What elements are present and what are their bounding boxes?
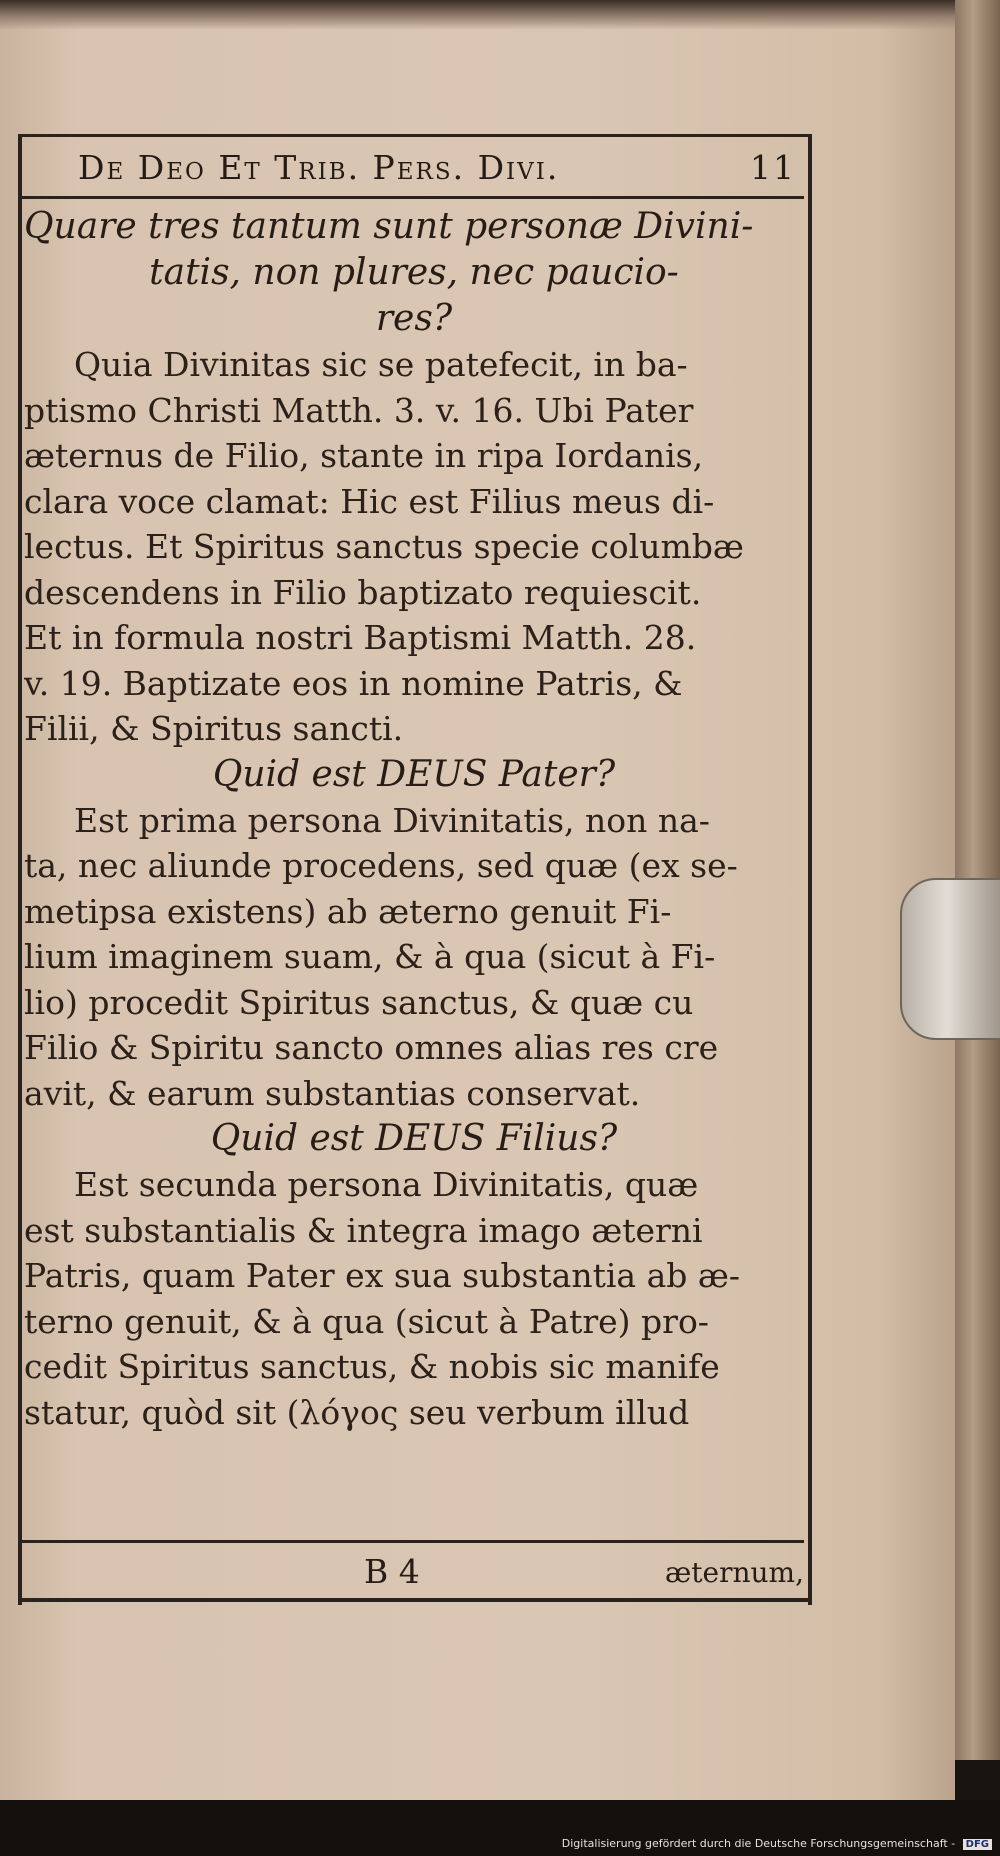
paragraph-line: lio) procedit Spiritus sanctus, & quæ cu bbox=[24, 982, 694, 1022]
paragraph-line: est substantialis & integra imago æterni bbox=[24, 1210, 703, 1250]
scan-bottom-band bbox=[0, 1800, 1000, 1856]
digitization-credit bbox=[562, 1837, 992, 1850]
dfg-logo: DFG bbox=[963, 1839, 992, 1850]
paragraph-line: Filio & Spiritu sancto omnes alias res cre bbox=[24, 1028, 719, 1067]
body-text bbox=[24, 204, 804, 1435]
paragraph-line: cedit Spiritus sanctus, & nobis sic manife bbox=[24, 1347, 720, 1386]
paragraph-line: lium imaginem suam, & à qua (sicut à Fi- bbox=[24, 937, 716, 976]
paragraph-line: ptismo Christi Matth. 3. v. 16. Ubi Pater bbox=[24, 390, 694, 430]
page-footer bbox=[24, 1550, 804, 1598]
paragraph-line: Patris, quam Pater ex sua substantia ab æ- bbox=[24, 1256, 741, 1295]
question-heading bbox=[24, 1116, 804, 1162]
signature-mark: B 4 bbox=[364, 1552, 420, 1591]
paragraph-line: æternus de Filio, stante in ripa Iordanis, bbox=[24, 436, 704, 475]
answer-paragraph bbox=[24, 342, 804, 752]
question-line: res? bbox=[375, 298, 453, 339]
paragraph-line: Filii, & Spiritus sancti. bbox=[24, 709, 404, 748]
question-line: tatis, non plures, nec paucio- bbox=[149, 252, 679, 293]
answer-paragraph bbox=[24, 1162, 804, 1435]
paragraph-line: lectus. Et Spiritus sanctus specie columbæ bbox=[24, 527, 744, 566]
credit-text: Digitalisierung gefördert durch die Deutsche Forschungsgemeinschaft - bbox=[561, 1837, 956, 1850]
paragraph-line: Quia Divinitas sic se patefecit, in ba- bbox=[74, 345, 688, 384]
page-top-shadow bbox=[0, 0, 955, 30]
paragraph-line: Est secunda persona Divinitatis, quæ bbox=[74, 1165, 699, 1204]
page-number: 11 bbox=[750, 148, 796, 187]
question-line: Quid est DEUS Filius? bbox=[210, 1118, 618, 1159]
running-head: De Deo Et Trib. Pers. Divi. bbox=[78, 148, 560, 187]
paragraph-line: Et in formula nostri Baptismi Matth. 28. bbox=[24, 618, 697, 657]
question-line: Quid est DEUS Pater? bbox=[212, 753, 616, 795]
book-clasp bbox=[900, 878, 1000, 1040]
paragraph-line: statur, quòd sit (λόγος seu verbum illud bbox=[24, 1392, 690, 1432]
paragraph-line: Est prima persona Divinitatis, non na- bbox=[74, 800, 710, 840]
question-heading bbox=[24, 752, 804, 798]
bottom-frame-rule bbox=[22, 1598, 808, 1602]
paragraph-line: ta, nec aliunde procedens, sed quæ (ex se- bbox=[24, 846, 738, 885]
answer-paragraph bbox=[24, 798, 804, 1117]
catchword: æternum, bbox=[664, 1556, 804, 1589]
page-header bbox=[18, 140, 808, 194]
paragraph-line: terno genuit, & à qua (sicut à Patre) pro- bbox=[24, 1301, 709, 1341]
paragraph-line: avit, & earum substantias conservat. bbox=[24, 1073, 641, 1113]
footer-rule bbox=[22, 1540, 804, 1543]
paragraph-line: metipsa existens) ab æterno genuit Fi- bbox=[24, 891, 672, 931]
header-rule bbox=[22, 196, 804, 199]
paragraph-line: v. 19. Baptizate eos in nomine Patris, & bbox=[24, 663, 683, 703]
paragraph-line: clara voce clamat: Hic est Filius meus di- bbox=[24, 481, 715, 521]
question-heading bbox=[24, 204, 804, 342]
question-line: Quare tres tantum sunt personæ Divini- bbox=[24, 206, 754, 247]
paragraph-line: descendens in Filio baptizato requiescit. bbox=[24, 572, 702, 612]
